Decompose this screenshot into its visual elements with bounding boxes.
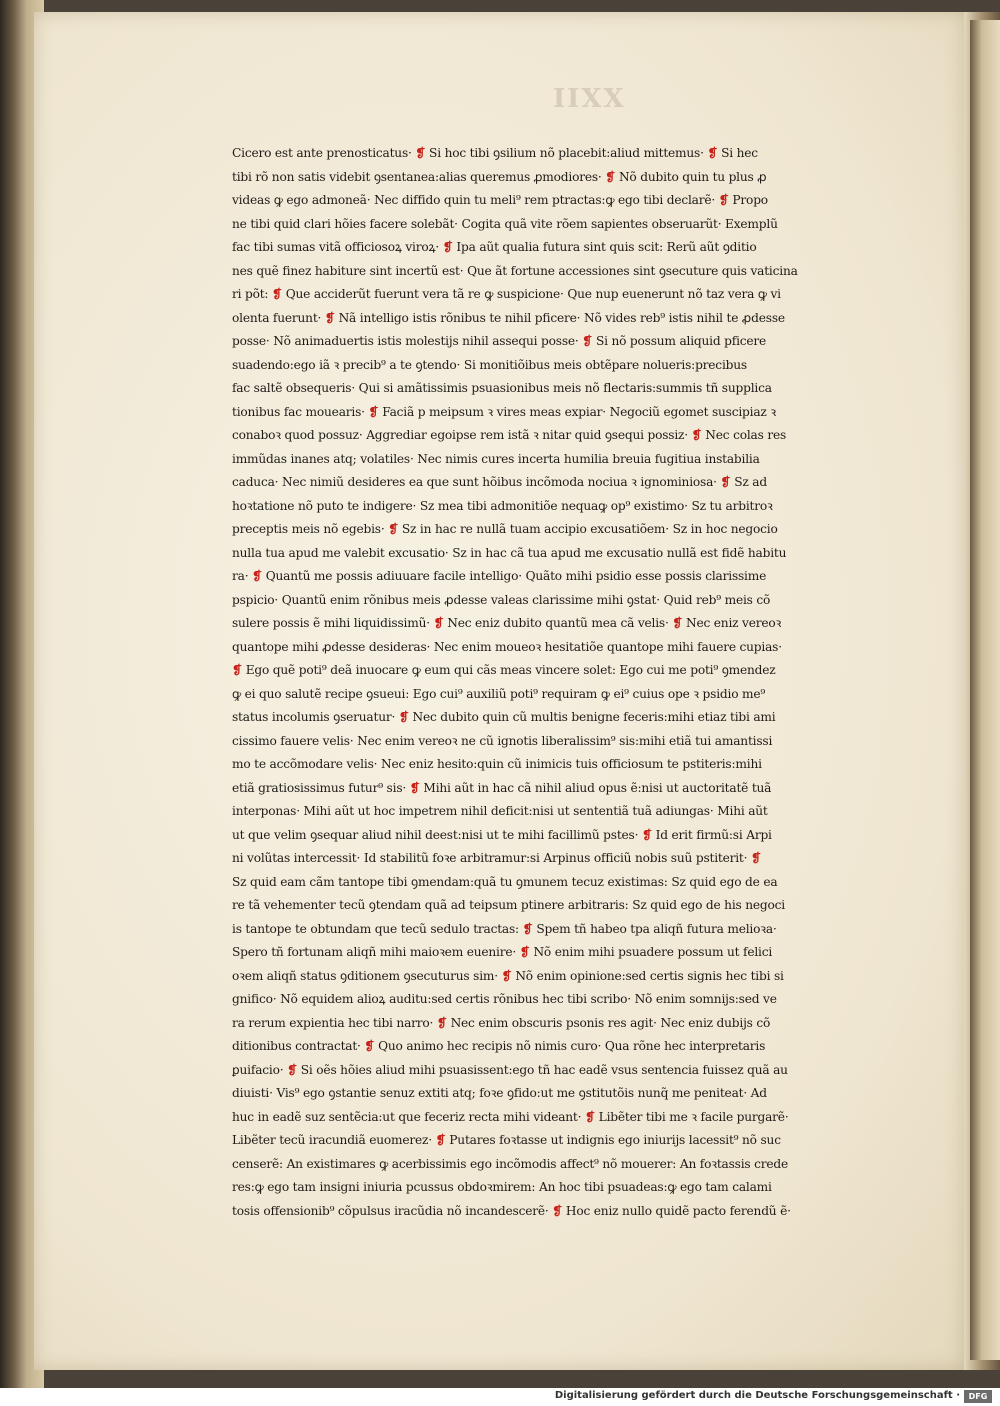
paragraph-mark: ❡ (720, 475, 731, 489)
paragraph-mark: ❡ (364, 1039, 375, 1053)
paragraph-mark: ❡ (582, 334, 593, 348)
text-block (232, 142, 872, 1223)
text-line: immũdas inanes atq; volatiles· Nec nimis cures incerta humilia breuia fugitiua instabilia (232, 451, 760, 466)
text-line: ꝑuifacio· ❡ Si oẽs hõies aliud mihi psuasissent:ego tñ hac eadẽ vsus sentencia fuissez quã au (232, 1062, 788, 1077)
folio-number: IIXX (553, 84, 626, 114)
text-line: ri põt: ❡ Que acciderũt fuerunt vera tã re ꝙ suspicione· Que nup euenerunt nõ taz vera ꝙ vi (232, 287, 781, 301)
paragraph-mark: ❡ (436, 1015, 447, 1030)
text-line: re tã vehementer tecũ ꝯtendam quã ad teipsum ptinere arbitraris: Sz quid ego de his negoci (232, 898, 785, 912)
paragraph-mark: ❡ (552, 1203, 563, 1218)
paragraph-mark: ❡ (433, 616, 444, 630)
paragraph-mark: ❡ (707, 146, 718, 160)
text-line: status incolumis ꝯseruatur· ❡ Nec dubito quin cũ multis benigne feceris:mihi etiaz tibi ami (232, 710, 776, 724)
paragraph-mark: ❡ (641, 827, 652, 842)
text-line: ne tibi quid clari hõies facere solebãt· Cogita quã vite rõem sapientes obseruarũt· Exemplũ (232, 216, 778, 231)
text-line: tionibus fac mouearis· ❡ Faciã p meipsum ꝛ vires meas expiar· Negociũ egomet suscipiaz ꝛ (232, 404, 776, 419)
paragraph-mark: ❡ (287, 1062, 298, 1077)
paragraph-mark: ❡ (415, 146, 426, 160)
paragraph-mark: ❡ (501, 968, 512, 983)
paragraph-mark: ❡ (232, 663, 243, 677)
text-line: interponas· Mihi aũt ut hoc impetrem nihil deficit:nisi ut sententiã tuã adiungas· Mihi aũt (232, 804, 768, 818)
text-line: ꝙ ei quo salutẽ recipe ꝯsueui: Ego cui⁹ auxiliũ poti⁹ requiram ꝙ ei⁹ cuius ope ꝛ psidio me⁹ (232, 686, 766, 701)
paragraph-mark: ❡ (324, 310, 335, 325)
paragraph-mark: ❡ (368, 404, 379, 419)
text-line: Spero tñ fortunam aliqñ mihi maioꝛem euenire· ❡ Nõ enim mihi psuadere possum ut felici (232, 945, 773, 959)
text-line: Cicero est ante prenosticatus· ❡ Si hoc tibi ꝯsilium nõ placebit:aliud mittemus· ❡ Si hec (232, 146, 758, 160)
paragraph-mark: ❡ (672, 616, 683, 630)
paragraph-mark: ❡ (272, 287, 283, 301)
footer-bar (0, 1388, 1000, 1406)
text-line: pspicio· Quantũ enim rõnibus meis ꝓdesse valeas clarissime mihi ꝯstat· Quid reb⁹ meis cõ (232, 592, 771, 607)
text-line: nulla tua apud me valebit excusatio· Sz in hac cã tua apud me excusatio nullã est fidẽ habitu (232, 545, 787, 560)
text-line: cissimo fauere velis· Nec enim vereoꝛ ne cũ ignotis liberalissim⁹ sis:mihi etiã tui amantissi (232, 733, 773, 748)
footer-credit: Digitalisierung gefördert durch die Deutsche Forschungsgemeinschaft · (554, 1390, 960, 1401)
paragraph-mark: ❡ (519, 945, 530, 959)
text-line: fac tibi sumas vitã officiosoꝝ viroꝝ· ❡ Ipa aũt qualia futura sint quis scit: Rerũ aũt ꝯditio (232, 240, 757, 254)
text-line: quantope mihi ꝓdesse desideras· Nec enim moueoꝛ hesitatiõe quantope mihi fauere cupias· (232, 639, 782, 654)
paragraph-mark: ❡ (409, 780, 420, 795)
text-line: nes quẽ finez habiture sint incertũ est· Que ãt fortune accessiones sint ꝯsecuture quis vaticina (232, 263, 798, 278)
text-line: sulere possis ẽ mihi liquidissimũ· ❡ Nec eniz dubito quantũ mea cã velis· ❡ Nec eniz vereoꝛ (232, 616, 782, 630)
paragraph-mark: ❡ (584, 1109, 595, 1124)
text-line: videas ꝙ ego admoneã· Nec diffido quin tu meli⁹ rem ptractas:ꝙ ego tibi declarẽ· ❡ Propo (232, 193, 768, 207)
paragraph-mark: ❡ (252, 569, 263, 583)
paragraph-mark: ❡ (398, 710, 409, 724)
text-line: ra rerum expientia hec tibi narro· ❡ Nec enim obscuris psonis res agit· Nec eniz dubijs cõ (232, 1015, 771, 1030)
paragraph-mark: ❡ (718, 193, 729, 207)
facing-page-edge (970, 20, 1000, 1360)
text-line: ra· ❡ Quantũ me possis adiuuare facile intelligo· Quãto mihi psidio esse possis clarissime (232, 569, 767, 583)
text-line: ut que velim ꝯsequar aliud nihil deest:nisi ut te mihi facillimũ pstes· ❡ Id erit firmũ:si Arpi (232, 827, 772, 842)
text-line: tibi rõ non satis videbit ꝯsentanea:alias queremus ꝓmodiores· ❡ Nõ dubito quin tu plus ꝓ (232, 169, 767, 184)
text-line: etiã gratiosissimus futur⁹ sis· ❡ Mihi aũt in hac cã nihil aliud opus ẽ:nisi ut auctoritatẽ tuã (232, 780, 772, 795)
text-line: ni volũtas intercessit· Id stabilitũ foꝛe arbitramur:si Arpinus officiũ nobis suũ pstiterit· ❡ (232, 851, 761, 865)
text-line: suadendo:ego iã ꝛ precib⁹ a te ꝯtendo· Si monitiõibus meis obtẽpare nolueris:precibus (232, 357, 747, 372)
paragraph-mark: ❡ (388, 522, 399, 536)
text-line: gnifico· Nõ equidem alioꝝ auditu:sed certis rõnibus hec tibi scribo· Nõ enim somnijs:sed ve (232, 992, 777, 1006)
text-line: oꝛem aliqñ status ꝯditionem ꝯsecuturus sim· ❡ Nõ enim opinione:sed certis signis hec tibi si (232, 968, 784, 983)
paragraph-mark: ❡ (605, 169, 616, 184)
text-line: huc in eadẽ suz sentẽcia:ut que feceriz recta mihi videant· ❡ Libẽter tibi me ꝛ facile purgarẽ· (232, 1109, 789, 1124)
text-line: res:ꝙ ego tam insigni iniuria pcussus obdoꝛmirem: An hoc tibi psuadeas:ꝙ ego tam calami (232, 1180, 772, 1194)
text-line: tosis offensionib⁹ cõpulsus iracũdia nõ incandescerẽ· ❡ Hoc eniz nullo quidẽ pacto ferendũ ẽ· (232, 1203, 791, 1218)
text-line: censerẽ: An existimares ꝙ acerbissimis ego incõmodis affect⁹ nõ mouerer: An foꝛtassis crede (232, 1156, 788, 1171)
text-line: Sz quid eam cãm tantope tibi ꝯmendam:quã tu ꝯmunem tecuz existimas: Sz quid ego de ea (232, 874, 778, 889)
text-line: hoꝛtatione nõ puto te indigere· Sz mea tibi admonitiõe nequaꝙ op⁹ existimo· Sz tu arbitroꝛ (232, 498, 773, 513)
text-line: Libẽter tecũ iracundiã euomerez· ❡ Putares foꝛtasse ut indignis ego iniurijs lacessit⁹ nõ suc (232, 1133, 781, 1147)
text-line: diuisti· Vis⁹ ego ꝯstantie senuz extiti atq; foꝛe ꝯfido:ut me ꝯstitutõis nunq̃ me peniteat· Ad (232, 1086, 767, 1100)
paragraph-mark: ❡ (750, 851, 761, 865)
paragraph-mark: ❡ (522, 921, 533, 936)
dfg-logo: DFG (964, 1390, 992, 1403)
text-line: mo te accõmodare velis· Nec eniz hesito:quin cũ inimicis tuis officiosum te pstiteris:mihi (232, 757, 762, 771)
paragraph-mark: ❡ (442, 240, 453, 254)
text-line: is tantope te obtundam que tecũ sedulo tractas: ❡ Spem tñ habeo tpa aliqñ futura melioꝛa· (232, 921, 777, 936)
text-line: ditionibus contractat· ❡ Quo animo hec recipis nõ nimis curo· Qua rõne hec interpretaris (232, 1039, 766, 1053)
text-line: posse· Nõ animaduertis istis molestijs nihil assequi posse· ❡ Si nõ possum aliquid pficere (232, 334, 767, 348)
text-line: olenta fuerunt· ❡ Nã intelligo istis rõnibus te nihil pficere· Nõ vides reb⁹ istis nihil te ꝓdesse (232, 310, 785, 325)
text-line: ❡ Ego quẽ poti⁹ deã inuocare ꝙ eum qui cãs meas vincere solet: Ego cui me poti⁹ ꝯmendez (232, 663, 776, 677)
text-line: caduca· Nec nimiũ desideres ea que sunt hõibus incõmoda nociua ꝛ ignominiosa· ❡ Sz ad (232, 475, 767, 489)
text-line: preceptis meis nõ egebis· ❡ Sz in hac re nullã tuam accipio excusatiõem· Sz in hoc negocio (232, 522, 778, 536)
paragraph-mark: ❡ (691, 428, 702, 442)
paragraph-mark: ❡ (435, 1133, 446, 1147)
text-line: fac saltẽ obsequeris· Qui si amãtissimis psuasionibus meis nõ flectaris:summis tñ supplica (232, 381, 772, 395)
text-line: conaboꝛ quod possuz· Aggrediar egoipse rem istã ꝛ nitar quid ꝯsequi possiz· ❡ Nec colas res (232, 428, 787, 442)
